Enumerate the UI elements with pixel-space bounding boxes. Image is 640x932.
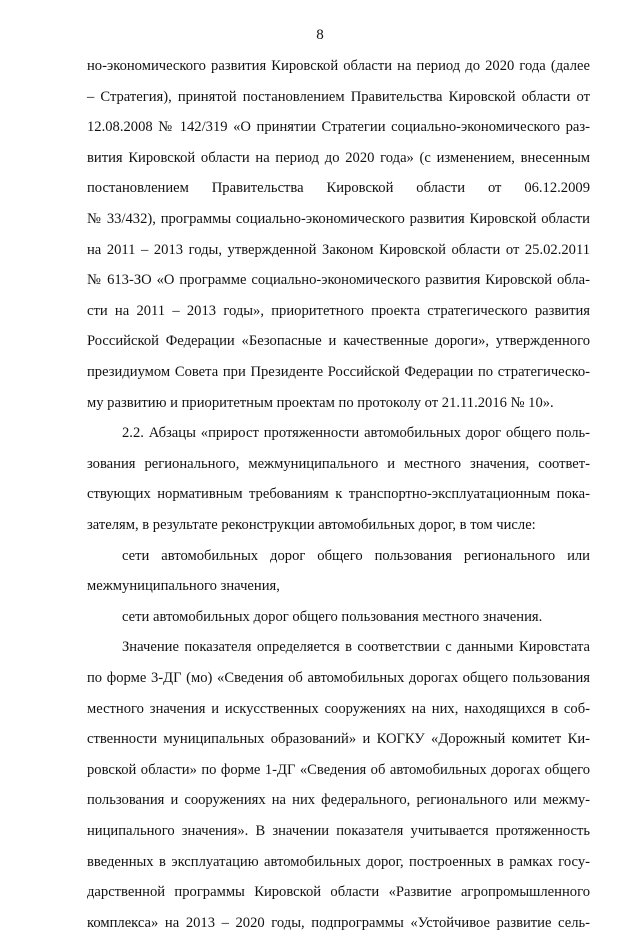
page-number: 8 bbox=[316, 27, 324, 43]
text-line: пользования и сооружениях на них федерального, регионального или межму- bbox=[87, 792, 590, 809]
text-line: комплекса» на 2013 – 2020 годы, подпрограммы «Устойчивое развитие сель- bbox=[87, 914, 590, 931]
text-line: местного значения и искусственных сооружениях на них, находящихся в соб- bbox=[87, 700, 590, 717]
text-line: межмуниципального значения, bbox=[87, 578, 280, 595]
text-line: Российской Федерации «Безопасные и качественные дороги», утвержденного bbox=[87, 333, 590, 350]
text-line: по форме 3-ДГ (мо) «Сведения об автомобильных дорогах общего пользования bbox=[87, 670, 590, 686]
text-line: зования регионального, межмуниципального и местного значения, соответ- bbox=[87, 455, 590, 472]
text-line: но-экономического развития Кировской области на период до 2020 года (далее bbox=[87, 58, 590, 74]
text-line: 2.2. Абзацы «прирост протяженности автомобильных дорог общего поль- bbox=[122, 425, 590, 442]
text-line: постановлением Правительства Кировской области от 06.12.2009 bbox=[87, 180, 590, 197]
text-line: ствующих нормативным требованиям к транспортно-эксплуатационным пока- bbox=[87, 486, 590, 503]
text-line: зателям, в результате реконструкции автомобильных дорог, в том числе: bbox=[87, 517, 536, 533]
text-line: дарственной программы Кировской области «Развитие агропромышленного bbox=[87, 884, 590, 901]
text-line: сети автомобильных дорог общего пользования местного значения. bbox=[122, 608, 543, 625]
text-line: сти на 2011 – 2013 годы», приоритетного проекта стратегического развития bbox=[87, 302, 590, 319]
text-line: № 613-ЗО «О программе социально-экономического развития Кировской обла- bbox=[87, 272, 590, 289]
text-line: – Стратегия), принятой постановлением Правительства Кировской области от bbox=[87, 88, 590, 105]
text-line: ровской области» по форме 1-ДГ «Сведения об автомобильных дорогах общего bbox=[87, 761, 590, 778]
text-line: президиумом Совета при Президенте Российской Федерации по стратегическо- bbox=[87, 364, 590, 380]
text-line: введенных в эксплуатацию автомобильных дорог, построенных в рамках госу- bbox=[87, 853, 590, 870]
text-line: на 2011 – 2013 годы, утвержденной Законом Кировской области от 25.02.2011 bbox=[87, 241, 590, 258]
text-line: № 33/432), программы социально-экономического развития Кировской области bbox=[87, 211, 590, 227]
text-line: Значение показателя определяется в соответствии с данными Кировстата bbox=[122, 639, 590, 656]
text-line: сети автомобильных дорог общего пользования регионального или bbox=[122, 547, 590, 564]
text-line: ственности муниципальных образований» и КОГКУ «Дорожный комитет Ки- bbox=[87, 731, 590, 748]
text-line: вития Кировской области на период до 2020 года» (с изменением, внесенным bbox=[87, 149, 590, 166]
text-line: 12.08.2008 № 142/319 «О принятии Стратегии социально-экономического раз- bbox=[87, 119, 590, 136]
text-line: му развитию и приоритетным проектам по протоколу от 21.11.2016 № 10». bbox=[87, 394, 554, 411]
text-line: ниципального значения». В значении показателя учитывается протяженность bbox=[87, 823, 590, 839]
